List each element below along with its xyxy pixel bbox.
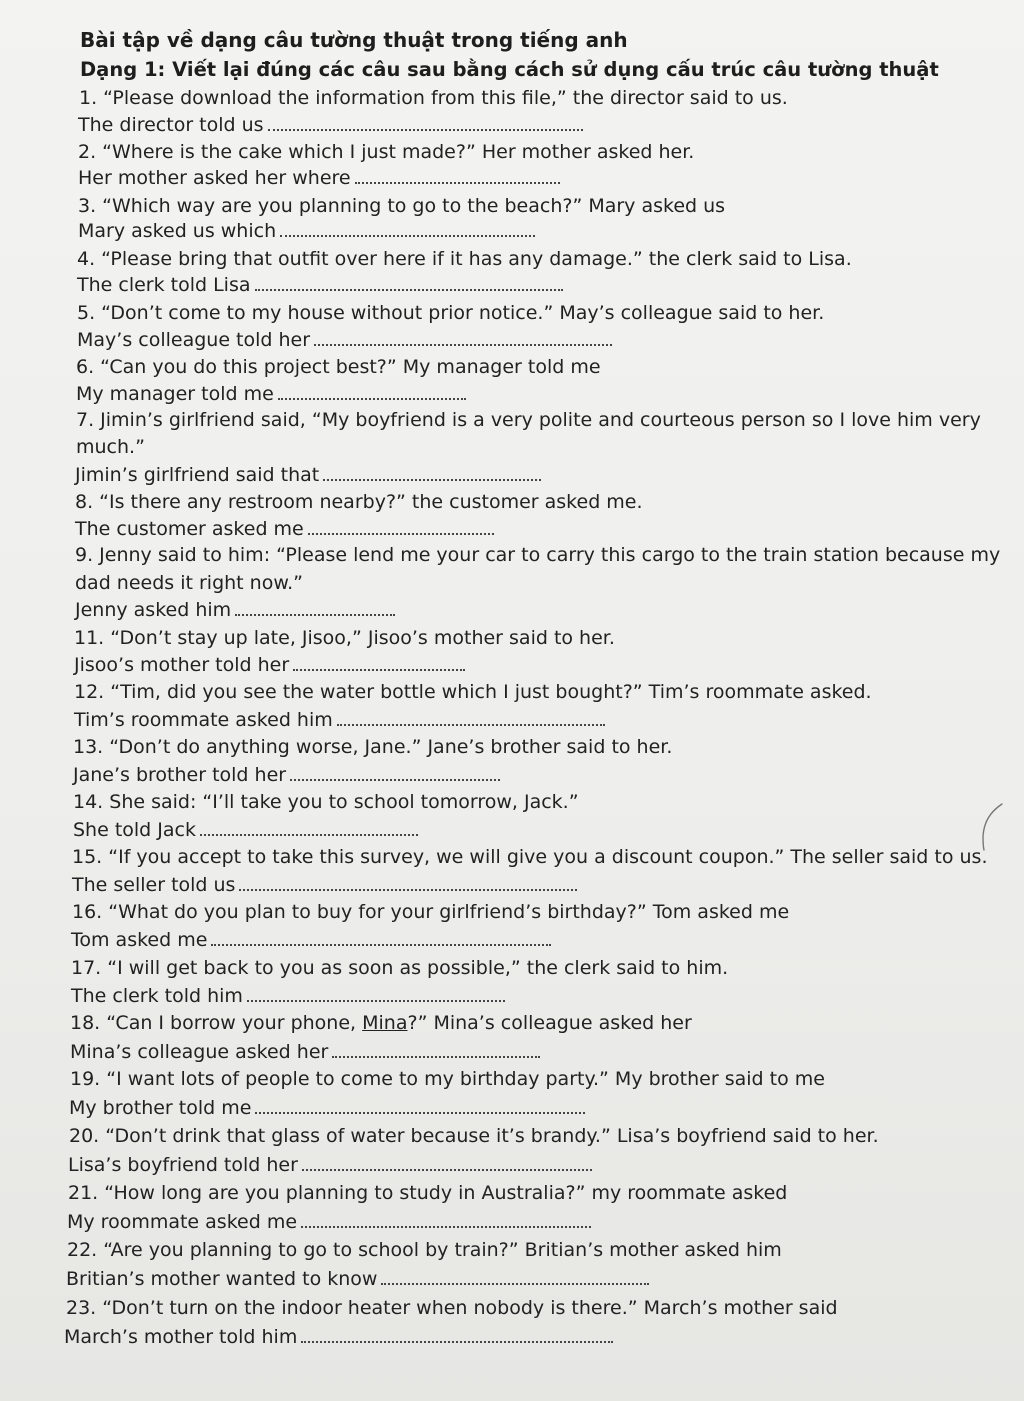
question-3: 3. “Which way are you planning to go to the beach?” Mary asked us [78, 195, 726, 217]
answer-stem-4: The clerk told Lisa [77, 274, 251, 296]
question-6: 6. “Can you do this project best?” My manager told me [76, 356, 601, 378]
question-7: 7. Jimin’s girlfriend said, “My boyfriend is a very polite and courteous person so I love him very [76, 409, 981, 431]
worksheet-title: Bài tập về dạng câu tường thuật trong tiếng anh [80, 28, 628, 52]
answer-stem-13: Jane’s brother told her [73, 764, 287, 786]
answer-stem-1: The director told us [78, 114, 264, 136]
answer-prompt-12 [74, 708, 605, 732]
answer-stem-23: March’s mother told him [64, 1326, 298, 1348]
answer-blank-15[interactable] [239, 889, 577, 891]
answer-prompt-8 [75, 517, 494, 541]
answer-blank-11[interactable] [293, 669, 465, 671]
question-21: 21. “How long are you planning to study in Australia?” my roommate asked [68, 1182, 788, 1204]
answer-prompt-21 [67, 1210, 591, 1234]
answer-blank-22[interactable] [381, 1283, 649, 1285]
question-9: 9. Jenny said to him: “Please lend me your car to carry this cargo to the train station because my [75, 544, 1001, 566]
answer-prompt-3 [78, 219, 535, 243]
question-9-cont: dad needs it right now.” [75, 572, 304, 594]
answer-prompt-1 [78, 113, 583, 137]
answer-blank-19[interactable] [255, 1112, 585, 1114]
question-22: 22. “Are you planning to go to school by train?” Britian’s mother asked him [67, 1239, 782, 1261]
answer-stem-5: May’s colleague told her [77, 329, 311, 351]
answer-blank-18[interactable] [332, 1056, 540, 1058]
answer-blank-14[interactable] [200, 834, 418, 836]
answer-stem-14: She told Jack [73, 819, 196, 841]
question-18 [70, 1011, 692, 1035]
question-7-cont: much.” [76, 436, 145, 458]
answer-stem-3: Mary asked us which [78, 220, 277, 242]
answer-stem-18: Mina’s colleague asked her [70, 1041, 329, 1063]
answer-prompt-2 [78, 166, 560, 190]
answer-blank-13[interactable] [290, 779, 500, 781]
question-16: 16. “What do you plan to buy for your girlfriend’s birthday?” Tom asked me [72, 901, 790, 923]
answer-prompt-4 [77, 273, 563, 297]
answer-stem-11: Jisoo’s mother told her [74, 654, 290, 676]
question-2: 2. “Where is the cake which I just made?” Her mother asked her. [78, 141, 695, 163]
answer-blank-17[interactable] [247, 1000, 505, 1002]
answer-prompt-23 [64, 1325, 613, 1349]
answer-prompt-13 [73, 763, 500, 787]
answer-prompt-18 [70, 1040, 540, 1064]
answer-blank-9[interactable] [235, 614, 395, 616]
answer-prompt-11 [74, 653, 465, 677]
answer-blank-21[interactable] [301, 1226, 591, 1228]
underlined-name: Mina [362, 1012, 408, 1034]
pen-mark [972, 802, 1012, 852]
answer-prompt-14 [73, 818, 418, 842]
answer-blank-20[interactable] [302, 1169, 592, 1171]
answer-prompt-7 [75, 463, 541, 487]
answer-stem-2: Her mother asked her where [78, 167, 351, 189]
answer-stem-8: The customer asked me [75, 518, 304, 540]
question-18-start: 18. “Can I borrow your phone, [70, 1012, 363, 1034]
answer-stem-6: My manager told me [76, 383, 274, 405]
question-8: 8. “Is there any restroom nearby?” the customer asked me. [75, 491, 643, 513]
answer-stem-15: The seller told us [72, 874, 236, 896]
question-1: 1. “Please download the information from this file,” the director said to us. [79, 87, 788, 109]
answer-blank-16[interactable] [211, 944, 551, 946]
answer-blank-2[interactable] [355, 182, 560, 184]
answer-stem-22: Britian’s mother wanted to know [66, 1268, 378, 1290]
question-20: 20. “Don’t drink that glass of water because it’s brandy.” Lisa’s boyfriend said to her. [69, 1125, 879, 1147]
question-23: 23. “Don’t turn on the indoor heater when nobody is there.” March’s mother said [66, 1297, 838, 1319]
answer-stem-20: Lisa’s boyfriend told her [68, 1154, 298, 1176]
answer-blank-12[interactable] [337, 724, 605, 726]
answer-blank-5[interactable] [314, 344, 612, 346]
answer-prompt-5 [77, 328, 612, 352]
question-12: 12. “Tim, did you see the water bottle which I just bought?” Tim’s roommate asked. [74, 681, 872, 703]
answer-blank-23[interactable] [301, 1341, 613, 1343]
question-15: 15. “If you accept to take this survey, we will give you a discount coupon.” The seller said to us. [72, 846, 988, 868]
answer-prompt-16 [71, 928, 551, 952]
question-13: 13. “Don’t do anything worse, Jane.” Jane’s brother said to her. [73, 736, 673, 758]
answer-blank-6[interactable] [278, 398, 466, 400]
answer-stem-17: The clerk told him [71, 985, 243, 1007]
answer-blank-3[interactable] [280, 235, 535, 237]
question-18-end: ?” Mina’s colleague asked her [407, 1012, 692, 1034]
answer-stem-9: Jenny asked him [75, 599, 232, 621]
answer-blank-4[interactable] [255, 289, 563, 291]
answer-prompt-19 [69, 1096, 585, 1120]
answer-blank-1[interactable] [268, 129, 583, 131]
question-4: 4. “Please bring that outfit over here if it has any damage.” the clerk said to Lisa. [77, 248, 852, 270]
answer-prompt-22 [66, 1267, 649, 1291]
answer-prompt-9 [75, 598, 395, 622]
answer-prompt-6 [76, 382, 466, 406]
answer-stem-7: Jimin’s girlfriend said that [75, 464, 320, 486]
question-19: 19. “I want lots of people to come to my birthday party.” My brother said to me [70, 1068, 825, 1090]
answer-blank-7[interactable] [323, 479, 541, 481]
answer-stem-19: My brother told me [69, 1097, 252, 1119]
question-14: 14. She said: “I’ll take you to school tomorrow, Jack.” [73, 791, 579, 813]
question-17: 17. “I will get back to you as soon as possible,” the clerk said to him. [71, 957, 729, 979]
exercise-heading: Dạng 1: Viết lại đúng các câu sau bằng cách sử dụng cấu trúc câu tường thuật [80, 58, 939, 81]
answer-prompt-15 [72, 873, 577, 897]
answer-stem-12: Tim’s roommate asked him [74, 709, 333, 731]
answer-prompt-17 [71, 984, 505, 1008]
answer-prompt-20 [68, 1153, 592, 1177]
question-11: 11. “Don’t stay up late, Jisoo,” Jisoo’s mother said to her. [74, 627, 615, 649]
question-5: 5. “Don’t come to my house without prior notice.” May’s colleague said to her. [77, 302, 825, 324]
answer-blank-8[interactable] [308, 533, 494, 535]
answer-stem-16: Tom asked me [71, 929, 208, 951]
answer-stem-21: My roommate asked me [67, 1211, 298, 1233]
